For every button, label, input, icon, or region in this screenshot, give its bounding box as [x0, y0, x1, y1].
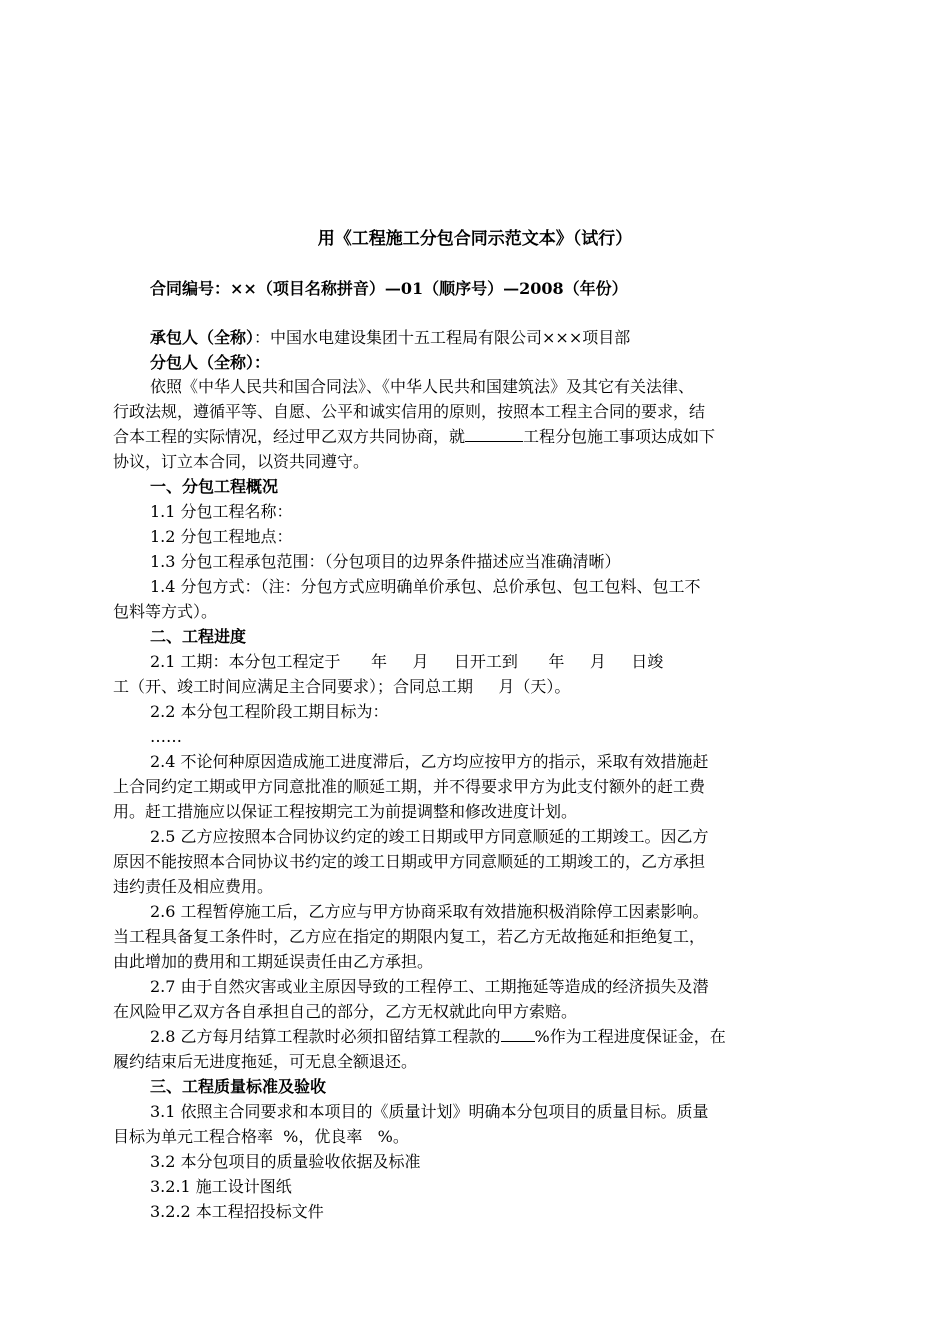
contractor-line: [150, 328, 630, 348]
ellipsis: ……: [150, 727, 182, 746]
clause-2-8-line-2: 履约结束后无进度拖延，可无息全额退还。: [113, 1052, 418, 1071]
clause-2-5-line-1: 2.5 乙方应按照本合同协议约定的竣工日期或甲方同意顺延的工期竣工。因乙方: [150, 827, 709, 846]
intro-line-3: [113, 427, 715, 447]
clause-2-5-line-2: 原因不能按照本合同协议书约定的竣工日期或甲方同意顺延的工期竣工的，乙方承担: [113, 852, 706, 871]
clause-2-8-line-1: [150, 1027, 726, 1047]
subcontractor-colon: ：: [254, 353, 271, 372]
clause-2-8-a: 2.8 乙方每月结算工程款时必须扣留结算工程款的: [150, 1027, 501, 1046]
clause-2-6-line-3: 由此增加的费用和工期延误责任由乙方承担。: [113, 952, 434, 971]
clause-3-2-2: 3.2.2 本工程招投标文件: [150, 1202, 324, 1221]
contractor-value: ：中国水电建设集团十五工程局有限公司×××项目部: [254, 328, 631, 347]
subcontractor-line: [150, 353, 270, 373]
contract-number: 合同编号：××（项目名称拼音）—01（顺序号）—2008（年份）: [150, 279, 628, 298]
clause-2-4-line-1: 2.4 不论何种原因造成施工进度滞后，乙方均应按甲方的指示，采取有效措施赶: [150, 752, 709, 771]
clause-2-6-line-1: 2.6 工程暂停施工后，乙方应与甲方协商采取有效措施积极消除停工因素影响。: [150, 902, 709, 921]
intro-line-4: 协议，订立本合同，以资共同遵守。: [113, 452, 370, 471]
clause-2-4-line-3: 用。赶工措施应以保证工程按期完工为前提调整和修改进度计划。: [113, 802, 578, 821]
clause-2-7-line-1: 2.7 由于自然灾害或业主原因导致的工程停工、工期拖延等造成的经济损失及潜: [150, 977, 709, 996]
clause-3-1-line-1: 3.1 依照主合同要求和本项目的《质量计划》明确本分包项目的质量目标。质量: [150, 1102, 709, 1121]
intro-line-3-b: 工程分包施工事项达成如下: [523, 427, 716, 446]
section-1-heading: 一、分包工程概况: [150, 477, 279, 496]
clause-2-1-line-1: 2.1 工期：本分包工程定于 年 月 日开工到 年 月 日竣: [150, 652, 664, 671]
clause-1-4-line-1: 1.4 分包方式：（注：分包方式应明确单价承包、总价承包、包工包料、包工不: [150, 577, 701, 596]
clause-2-1-line-2: 工（开、竣工时间应满足主合同要求）；合同总工期 月（天）。: [113, 677, 571, 696]
clause-1-4-line-2: 包料等方式）。: [113, 602, 218, 621]
clause-3-1-line-2: 目标为单元工程合格率 %，优良率 %。: [113, 1127, 409, 1146]
section-3-heading: 三、工程质量标准及验收: [150, 1077, 327, 1096]
clause-3-2: 3.2 本分包项目的质量验收依据及标准: [150, 1152, 421, 1171]
intro-line-2: 行政法规，遵循平等、自愿、公平和诚实信用的原则，按照本工程主合同的要求，结: [113, 402, 706, 421]
section-2-heading: 二、工程进度: [150, 627, 247, 646]
clause-2-6-line-2: 当工程具备复工条件时，乙方应在指定的期限内复工，若乙方无故拖延和拒绝复工，: [113, 927, 706, 946]
intro-line-1: 依照《中华人民共和国合同法》、《中华人民共和国建筑法》及其它有关法律、: [150, 377, 695, 396]
percent-blank: [501, 1027, 535, 1042]
clause-2-2: 2.2 本分包工程阶段工期目标为：: [150, 702, 389, 721]
document-title: 用《工程施工分包合同示范文本》（试行）: [317, 229, 633, 249]
clause-1-3: 1.3 分包工程承包范围：（分包项目的边界条件描述应当准确清晰）: [150, 552, 621, 571]
clause-1-2: 1.2 分包工程地点：: [150, 527, 293, 546]
clause-2-4-line-2: 上合同约定工期或甲方同意批准的顺延工期，并不得要求甲方为此支付额外的赶工费: [113, 777, 706, 796]
project-name-blank: [465, 427, 523, 442]
subcontractor-label: 分包人（全称）: [150, 353, 255, 372]
clause-1-1: 1.1 分包工程名称：: [150, 502, 293, 521]
contractor-label: 承包人（全称）: [150, 328, 255, 347]
clause-2-5-line-3: 违约责任及相应费用。: [113, 877, 274, 896]
clause-3-2-1: 3.2.1 施工设计图纸: [150, 1177, 292, 1196]
intro-line-3-a: 合本工程的实际情况，经过甲乙双方共同协商，就: [113, 427, 466, 446]
clause-2-8-b: %作为工程进度保证金，在: [534, 1027, 726, 1046]
clause-2-7-line-2: 在风险甲乙双方各自承担自己的部分，乙方无权就此向甲方索赔。: [113, 1002, 578, 1021]
